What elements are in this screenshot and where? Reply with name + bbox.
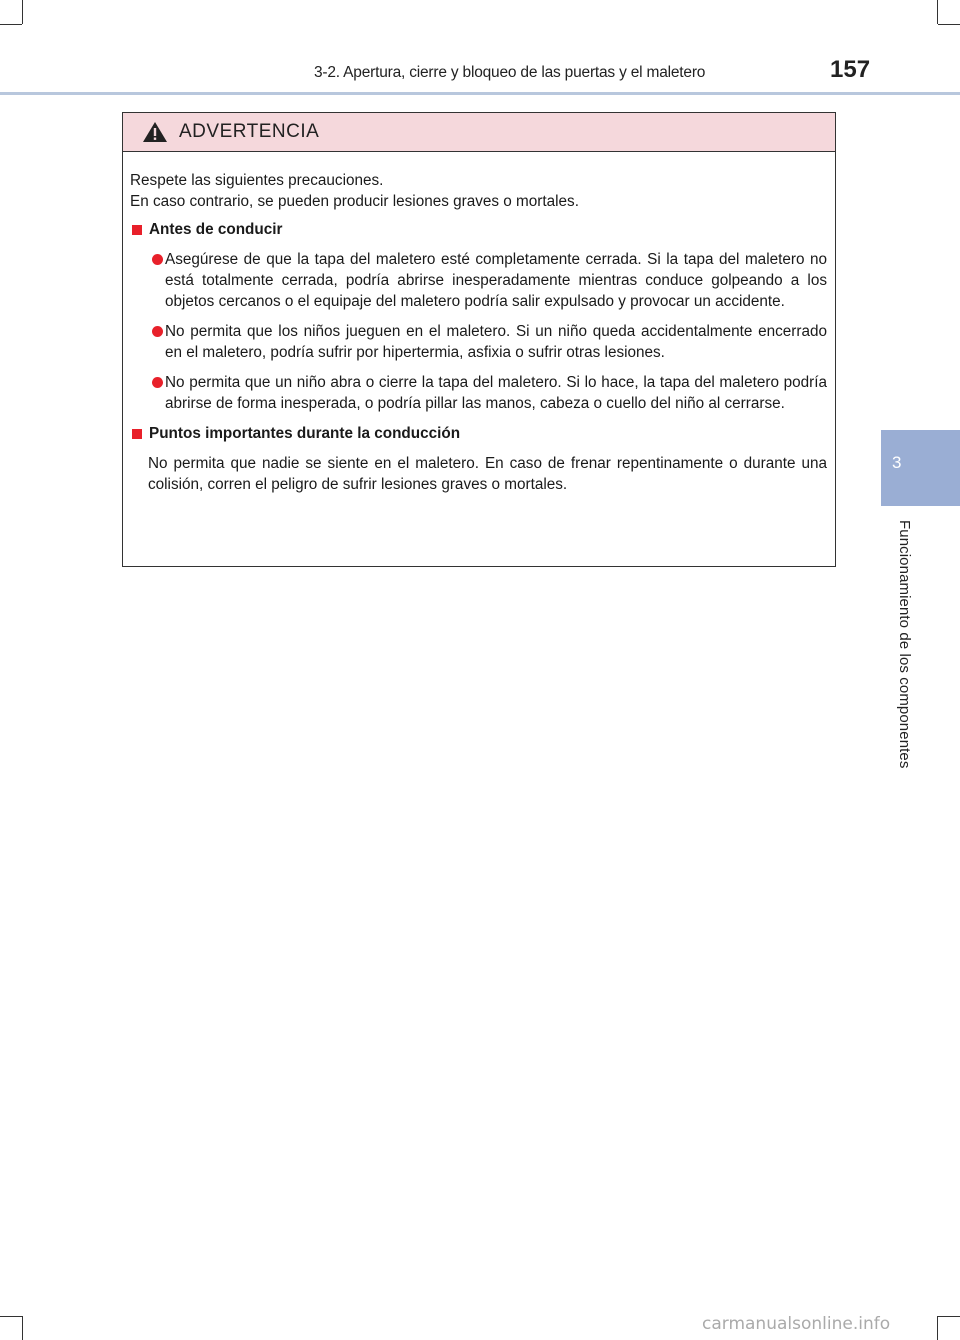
round-bullet-icon	[152, 254, 163, 265]
list-item	[130, 249, 827, 312]
list-item	[130, 321, 827, 363]
chapter-number: 3	[892, 453, 902, 472]
warning-intro	[130, 170, 827, 212]
chapter-title: Funcionamiento de los componentes	[896, 520, 913, 769]
warning-body	[123, 152, 835, 495]
square-bullet-icon	[132, 225, 142, 235]
intro-line: En caso contrario, se pueden producir lesiones graves o mortales.	[130, 193, 579, 210]
list-item-text: Asegúrese de que la tapa del maletero esté completamente cerrada. Si la tapa del maletero no está totalmente cerrada, podría abrirse inesperadamente mientras conduce golpeando a los objetos cercanos o el equipaje del maletero podría salir expulsado y provocar un accidente.	[165, 251, 827, 310]
warning-box	[122, 112, 836, 567]
list-item-text: No permita que los niños jueguen en el maletero. Si un niño queda accidentalmente encerrado en el maletero, podría sufrir por hipertermia, asfixia o sufrir otras lesiones.	[165, 323, 827, 361]
warning-triangle-icon	[142, 121, 168, 143]
section-paragraph: No permita que nadie se siente en el maletero. En caso de frenar repentinamente o durante una colisión, corren el peligro de sufrir lesiones graves o mortales.	[148, 455, 827, 493]
section-title: 3-2. Apertura, cierre y bloqueo de las puertas y el maletero	[314, 64, 706, 81]
section-heading-text: Puntos importantes durante la conducción	[149, 425, 461, 442]
list-item-text: No permita que un niño abra o cierre la tapa del maletero. Si lo hace, la tapa del maletero podría abrirse de forma inesperada, o podría pillar las manos, cabeza o cuello del niño al cerrarse.	[165, 374, 827, 412]
warning-title: ADVERTENCIA	[179, 121, 320, 142]
crop-mark	[0, 1316, 22, 1317]
list-item	[130, 372, 827, 414]
page-number: 157	[830, 56, 871, 83]
warning-header	[123, 113, 835, 152]
watermark: carmanualsonline.info	[702, 1314, 891, 1334]
header-rule	[0, 92, 960, 95]
section-heading	[130, 423, 827, 444]
round-bullet-icon	[152, 377, 163, 388]
crop-mark	[0, 24, 22, 25]
intro-line: Respete las siguientes precauciones.	[130, 172, 384, 189]
crop-mark	[938, 1316, 960, 1317]
crop-mark	[937, 1316, 938, 1340]
crop-mark	[937, 0, 938, 24]
crop-mark	[22, 1316, 23, 1340]
square-bullet-icon	[132, 429, 142, 439]
section-heading	[130, 219, 827, 240]
section-heading-text: Antes de conducir	[149, 221, 283, 238]
crop-mark	[938, 24, 960, 25]
crop-mark	[22, 0, 23, 24]
round-bullet-icon	[152, 326, 163, 337]
